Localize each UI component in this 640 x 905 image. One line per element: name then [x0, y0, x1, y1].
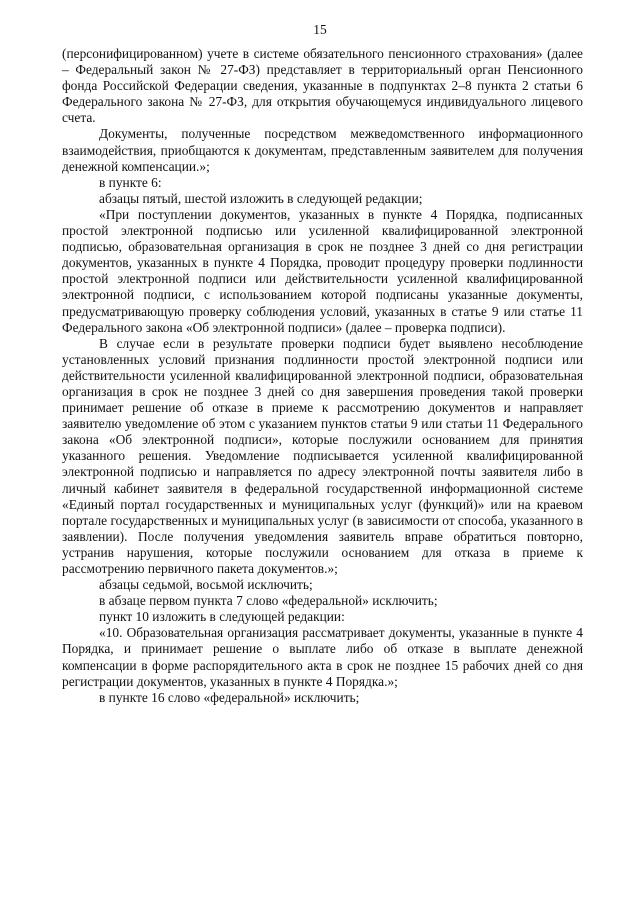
- paragraph-10: «10. Образовательная организация рассматривает документы, указанные в пункте 4 Порядка, и принимает решение о выплате либо об отказе в выплате денежной компенсации в форме распорядительного акта в срок не позднее 15 рабочих дней со дня регистрации документов, указанных в пункте 4 Порядка.»;: [62, 625, 583, 689]
- document-body: [62, 46, 583, 706]
- paragraph-8: в абзаце первом пункта 7 слово «федеральной» исключить;: [99, 593, 438, 609]
- paragraph-1: (персонифицированном) учете в системе обязательного пенсионного страхования» (далее – Федеральный закон № 27-ФЗ) представляет в территориальный орган Пенсионного фонда Российской Федерации сведения, указанные в подпунктах 2–8 пункта 2 статьи 6 Федерального закона № 27-ФЗ, для открытия обучающемуся индивидуального лицевого счета.: [62, 46, 583, 126]
- paragraph-11: в пункте 16 слово «федеральной» исключить;: [99, 689, 360, 705]
- paragraph-2: Документы, полученные посредством межведомственного информационного взаимодействия, приобщаются к документам, представленным заявителем для получения денежной компенсации.»;: [62, 126, 583, 174]
- paragraph-5: «При поступлении документов, указанных в пункте 4 Порядка, подписанных простой электронной подписью или усиленной квалифицированной электронной подписью, образовательная организация в срок не позднее 3 дней со дня регистрации документов, указанных в пункте 4 Порядка, проводит процедуру проверки подлинности простой электронной подписи или действительности усиленной квалифицированной электронной подписи, с использованием которой подписаны указанные документы, предусматривающую проверку соблюдения условий, указанных в статье 9 или статье 11 Федерального закона «Об электронной подписи» (далее – проверка подписи).: [62, 206, 583, 335]
- paragraph-7: абзацы седьмой, восьмой исключить;: [99, 577, 313, 593]
- paragraph-6: В случае если в результате проверки подписи будет выявлено несоблюдение установленных условий признания подлинности простой электронной подписи или действительности усиленной квалифицированной электронной подписи, образовательная организация в срок не позднее 3 дней со дня завершения проведения такой проверки принимает решение об отказе в приеме к рассмотрению документов и направляет заявителю уведомление об этом с указанием пунктов статьи 9 или статьи 11 Федерального закона «Об электронной подписи», которые послужили основанием для принятия указанного решения. Уведомление подписывается усиленной квалифицированной электронной подписью и направляется по адресу электронной почты заявителя либо в личный кабинет заявителя в федеральной государственной информационной системе «Единый портал государственных и муниципальных услуг (функций)» или на краевом портале государственных и муниципальных услуг (в зависимости от способа, указанного в заявлении). После получения уведомления заявитель вправе обратиться повторно, устранив нарушения, которые послужили основанием для отказа в приеме к рассмотрению первичного пакета документов.»;: [62, 335, 583, 576]
- paragraph-4: абзацы пятый, шестой изложить в следующей редакции;: [99, 190, 423, 206]
- paragraph-3: в пункте 6:: [99, 174, 162, 190]
- page-number: 15: [313, 22, 327, 37]
- paragraph-9: пункт 10 изложить в следующей редакции:: [99, 609, 345, 625]
